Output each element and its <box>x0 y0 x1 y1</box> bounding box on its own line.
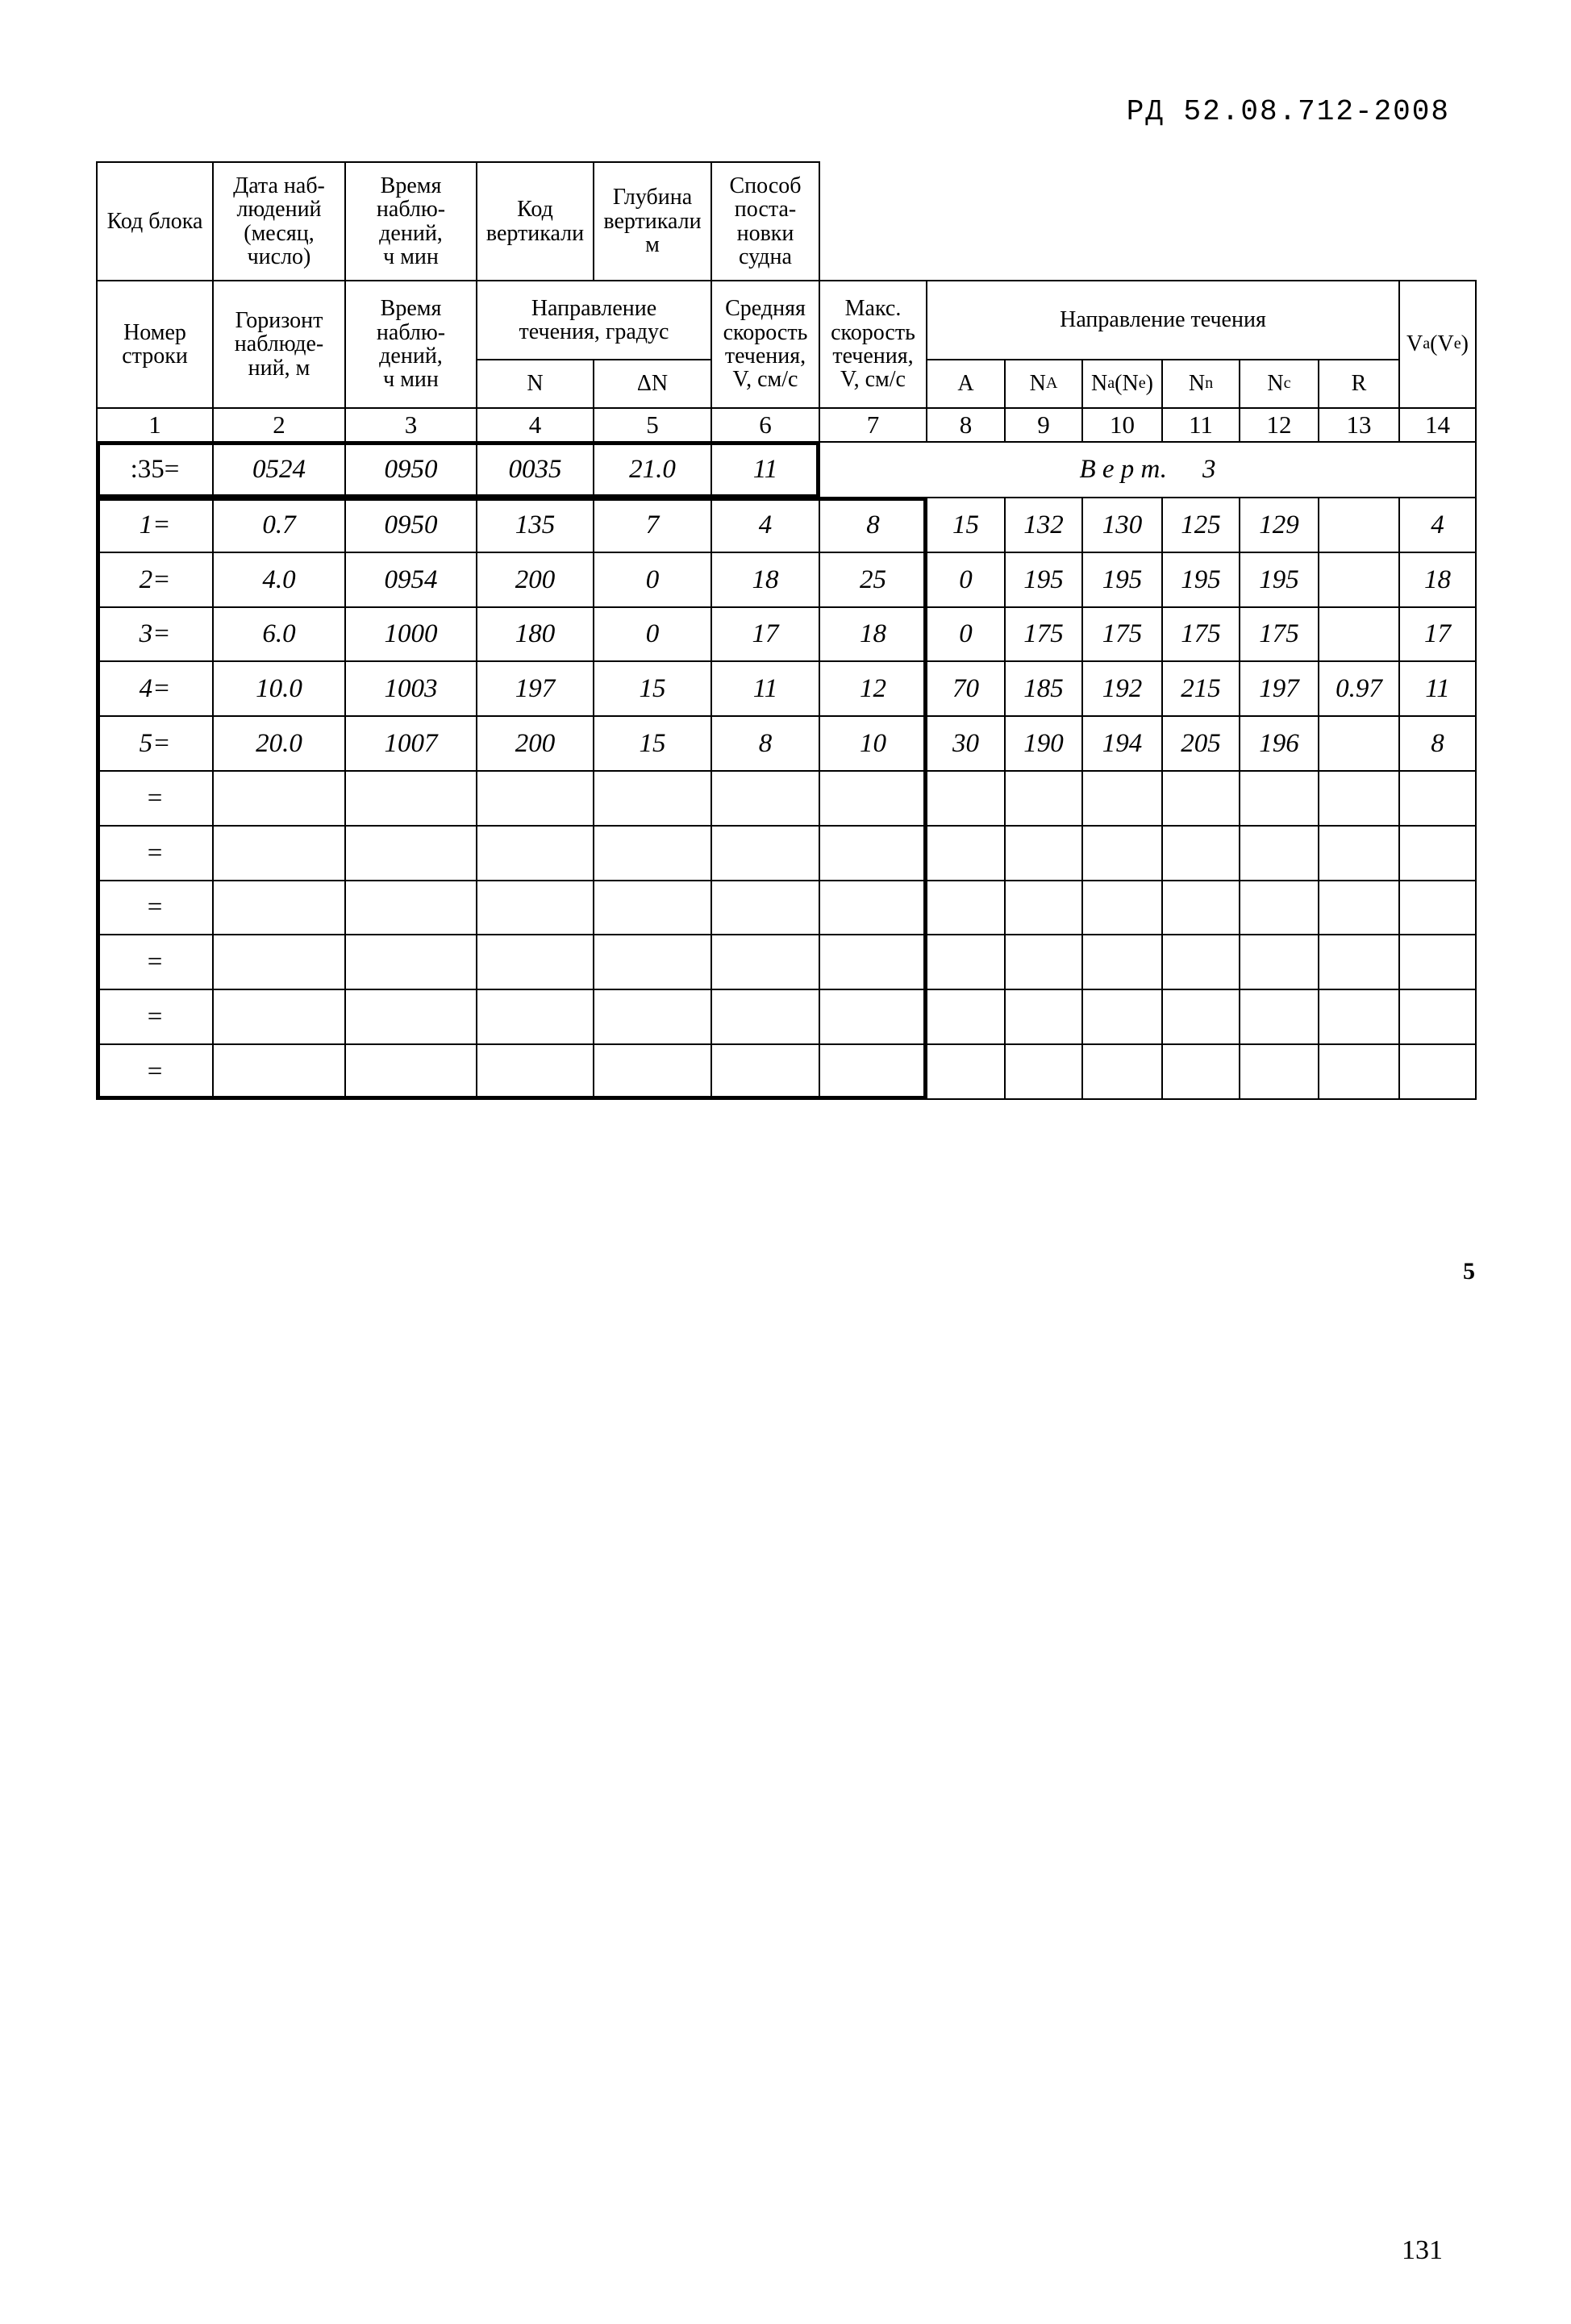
row-number-cell: 4= <box>96 660 214 717</box>
vertical-label-text: В е р т. <box>1079 455 1168 485</box>
table-cell: 18 <box>819 606 927 662</box>
table-cell: 0 <box>926 606 1006 662</box>
row-number-cell: = <box>96 880 214 935</box>
header-direction-sub <box>926 359 1006 409</box>
column-number: 4 <box>476 407 594 443</box>
table-cell <box>1318 552 1400 608</box>
table-cell: 175 <box>1004 606 1083 662</box>
table-cell <box>593 989 712 1045</box>
row-number-cell: 3= <box>96 606 214 662</box>
column-number: 6 <box>710 407 820 443</box>
row-number-cell: = <box>96 989 214 1045</box>
table-cell: 18 <box>710 552 820 608</box>
table-cell: 185 <box>1004 660 1083 717</box>
table-cell: 180 <box>476 606 594 662</box>
table-cell <box>710 880 820 935</box>
row-number-cell: = <box>96 770 214 827</box>
label-part: (N <box>1115 371 1139 397</box>
table-cell <box>212 825 346 881</box>
table-cell <box>1318 715 1400 772</box>
table-cell <box>476 1043 594 1100</box>
table-cell <box>212 880 346 935</box>
table-cell: 11 <box>1398 660 1477 717</box>
table-cell <box>476 770 594 827</box>
table-cell <box>1161 825 1240 881</box>
table-cell <box>1318 1043 1400 1100</box>
table-cell <box>1318 934 1400 990</box>
header-direction-deg: Направление течения, градус <box>476 280 712 360</box>
table-cell: 8 <box>710 715 820 772</box>
header-vertical-code: Код вертикали <box>476 161 594 281</box>
table-cell <box>344 770 477 827</box>
table-cell <box>1239 880 1319 935</box>
header-vertical-depth: Глубина вертикали м <box>593 161 712 281</box>
column-number: 10 <box>1081 407 1163 443</box>
table-cell: 6.0 <box>212 606 346 662</box>
table-cell <box>819 825 927 881</box>
table-cell <box>212 770 346 827</box>
table-cell: 25 <box>819 552 927 608</box>
vertical-label <box>819 441 1477 498</box>
table-cell <box>1004 1043 1083 1100</box>
table-cell <box>212 934 346 990</box>
table-cell <box>344 1043 477 1100</box>
label-part: N <box>1267 371 1284 397</box>
row-number-cell: 5= <box>96 715 214 772</box>
table-cell: 195 <box>1161 552 1240 608</box>
table-cell: 0 <box>926 552 1006 608</box>
table-cell <box>1239 989 1319 1045</box>
table-cell <box>926 825 1006 881</box>
table-cell <box>1081 989 1163 1045</box>
table-cell <box>593 770 712 827</box>
table-cell: 0954 <box>344 552 477 608</box>
table-cell: 0.97 <box>1318 660 1400 717</box>
header-time-2: Время наблю- дений, ч мин <box>344 280 477 409</box>
table-cell <box>1004 825 1083 881</box>
table-cell: 130 <box>1081 497 1163 553</box>
table-cell <box>344 880 477 935</box>
table-cell <box>926 770 1006 827</box>
table-cell <box>1161 989 1240 1045</box>
column-number: 2 <box>212 407 346 443</box>
table-cell: 195 <box>1081 552 1163 608</box>
table-cell <box>1398 880 1477 935</box>
column-number: 13 <box>1318 407 1400 443</box>
table-cell <box>344 825 477 881</box>
table-cell <box>926 934 1006 990</box>
table-cell <box>1398 934 1477 990</box>
table-cell <box>819 934 927 990</box>
table-cell: 17 <box>710 606 820 662</box>
table-cell: 70 <box>926 660 1006 717</box>
table-cell <box>1004 770 1083 827</box>
header-date: Дата наб- людений (месяц, число) <box>212 161 346 281</box>
table-cell <box>212 1043 346 1100</box>
table-cell <box>819 880 927 935</box>
table-cell <box>593 825 712 881</box>
header-delta-n: ΔN <box>593 359 712 409</box>
table-cell <box>926 1043 1006 1100</box>
table-cell: 12 <box>819 660 927 717</box>
column-number: 8 <box>926 407 1006 443</box>
table-cell <box>1161 880 1240 935</box>
header-direction-sub <box>1081 359 1163 409</box>
header-row-number: Номер строки <box>96 280 214 409</box>
table-cell: 135 <box>476 497 594 553</box>
row-number-cell: = <box>96 1043 214 1100</box>
table-cell: 175 <box>1081 606 1163 662</box>
label-part: ) <box>1461 331 1469 357</box>
table-cell <box>593 934 712 990</box>
table-cell: 15 <box>593 715 712 772</box>
table-cell: 196 <box>1239 715 1319 772</box>
label-part: R <box>1351 371 1367 397</box>
table-cell: 197 <box>1239 660 1319 717</box>
label-part: N <box>1029 371 1046 397</box>
table-cell <box>476 934 594 990</box>
row-number-cell: 2= <box>96 552 214 608</box>
table-cell: 4 <box>710 497 820 553</box>
table-cell: 1007 <box>344 715 477 772</box>
table-cell <box>710 825 820 881</box>
table-cell: 195 <box>1239 552 1319 608</box>
table-cell <box>476 825 594 881</box>
table-cell <box>710 770 820 827</box>
table-cell <box>593 880 712 935</box>
block-cell: :35= <box>96 441 214 498</box>
label-part: e <box>1453 335 1461 353</box>
block-cell: 21.0 <box>593 441 712 498</box>
table-cell: 125 <box>1161 497 1240 553</box>
table-cell: 10 <box>819 715 927 772</box>
table-cell: 215 <box>1161 660 1240 717</box>
table-cell <box>1081 880 1163 935</box>
table-cell: 200 <box>476 552 594 608</box>
column-number: 14 <box>1398 407 1477 443</box>
label-part: N <box>1090 371 1108 397</box>
table-cell: 18 <box>1398 552 1477 608</box>
table-cell <box>1161 770 1240 827</box>
vertical-number: 3 <box>1202 455 1216 485</box>
column-number: 3 <box>344 407 477 443</box>
column-number: 1 <box>96 407 214 443</box>
table-cell <box>1161 1043 1240 1100</box>
label-part: c <box>1283 374 1291 393</box>
table-cell: 10.0 <box>212 660 346 717</box>
table-cell: 197 <box>476 660 594 717</box>
label-part: a <box>1423 335 1431 353</box>
table-cell: 194 <box>1081 715 1163 772</box>
table-cell <box>1004 934 1083 990</box>
table-cell <box>1081 934 1163 990</box>
table-cell <box>1398 825 1477 881</box>
header-direction-sub <box>1161 359 1240 409</box>
table-cell: 200 <box>476 715 594 772</box>
table-cell: 132 <box>1004 497 1083 553</box>
document-code: РД 52.08.712-2008 <box>1126 95 1450 128</box>
table-cell: 0 <box>593 552 712 608</box>
table-cell <box>212 989 346 1045</box>
table-cell <box>926 989 1006 1045</box>
column-number: 11 <box>1161 407 1240 443</box>
side-number: 5 <box>1463 1258 1475 1285</box>
table-cell: 4 <box>1398 497 1477 553</box>
label-part: V <box>1406 331 1423 357</box>
table-cell <box>819 1043 927 1100</box>
header-time: Время наблю- дений, ч мин <box>344 161 477 281</box>
table-cell: 20.0 <box>212 715 346 772</box>
table-cell: 15 <box>593 660 712 717</box>
table-cell: 0.7 <box>212 497 346 553</box>
table-cell <box>819 989 927 1045</box>
table-cell: 175 <box>1239 606 1319 662</box>
table-cell <box>1318 989 1400 1045</box>
label-part: e <box>1138 374 1146 393</box>
column-number: 7 <box>819 407 927 443</box>
table-cell: 11 <box>710 660 820 717</box>
header-max-speed: Макс. скорость течения, V, см/с <box>819 280 927 409</box>
table-cell <box>1318 825 1400 881</box>
header-n: N <box>476 359 594 409</box>
block-cell: 0035 <box>476 441 594 498</box>
table-cell: 4.0 <box>212 552 346 608</box>
table-cell <box>344 934 477 990</box>
table-cell: 205 <box>1161 715 1240 772</box>
table-cell: 15 <box>926 497 1006 553</box>
table-cell: 0950 <box>344 497 477 553</box>
label-part: A <box>957 371 974 397</box>
table-cell <box>593 1043 712 1100</box>
table-cell: 195 <box>1004 552 1083 608</box>
table-cell <box>710 934 820 990</box>
table-cell <box>476 880 594 935</box>
table-cell <box>710 1043 820 1100</box>
table-cell <box>1318 606 1400 662</box>
table-cell: 175 <box>1161 606 1240 662</box>
header-ship-method: Способ поста- новки судна <box>710 161 820 281</box>
row-number-cell: = <box>96 934 214 990</box>
header-direction-sub <box>1318 359 1400 409</box>
table-cell <box>1239 825 1319 881</box>
table-cell <box>1004 880 1083 935</box>
page-number: 131 <box>1402 2235 1443 2265</box>
table-cell <box>1398 770 1477 827</box>
table-cell: 8 <box>819 497 927 553</box>
table-cell <box>1398 1043 1477 1100</box>
table-cell: 1003 <box>344 660 477 717</box>
block-cell: 0524 <box>212 441 346 498</box>
header-block-code: Код блока <box>96 161 214 281</box>
table-cell <box>1318 770 1400 827</box>
table-cell: 8 <box>1398 715 1477 772</box>
table-cell: 129 <box>1239 497 1319 553</box>
label-part: ) <box>1145 371 1153 397</box>
table-cell <box>1318 497 1400 553</box>
table-cell <box>1398 989 1477 1045</box>
table-cell <box>926 880 1006 935</box>
column-number: 12 <box>1239 407 1319 443</box>
table-cell <box>1081 825 1163 881</box>
block-cell: 0950 <box>344 441 477 498</box>
header-avg-speed: Средняя скорость течения, V, см/с <box>710 280 820 409</box>
table-cell: 30 <box>926 715 1006 772</box>
table-cell <box>1239 934 1319 990</box>
table-cell <box>1161 934 1240 990</box>
label-part: n <box>1205 374 1214 393</box>
label-part: N <box>1188 371 1206 397</box>
table-cell <box>1081 770 1163 827</box>
table-cell: 192 <box>1081 660 1163 717</box>
table-cell: 7 <box>593 497 712 553</box>
table-cell <box>1318 880 1400 935</box>
header-direction: Направление течения <box>926 280 1400 360</box>
header-direction-sub <box>1239 359 1319 409</box>
header-horizon: Горизонт наблюде- ний, м <box>212 280 346 409</box>
table-cell: 1000 <box>344 606 477 662</box>
table-cell <box>476 989 594 1045</box>
table-cell <box>1081 1043 1163 1100</box>
block-cell: 11 <box>710 441 820 498</box>
table-cell <box>710 989 820 1045</box>
table-cell <box>1239 770 1319 827</box>
table-cell: 17 <box>1398 606 1477 662</box>
table-cell: 0 <box>593 606 712 662</box>
table-cell <box>1004 989 1083 1045</box>
label-part: a <box>1107 374 1115 393</box>
column-number: 9 <box>1004 407 1083 443</box>
column-number: 5 <box>593 407 712 443</box>
table-cell: 190 <box>1004 715 1083 772</box>
label-part: A <box>1045 374 1058 393</box>
header-va <box>1398 280 1477 409</box>
table-cell <box>344 989 477 1045</box>
header-direction-sub <box>1004 359 1083 409</box>
row-number-cell: = <box>96 825 214 881</box>
table-cell <box>819 770 927 827</box>
row-number-cell: 1= <box>96 497 214 553</box>
label-part: (V <box>1430 331 1454 357</box>
table-cell <box>1239 1043 1319 1100</box>
